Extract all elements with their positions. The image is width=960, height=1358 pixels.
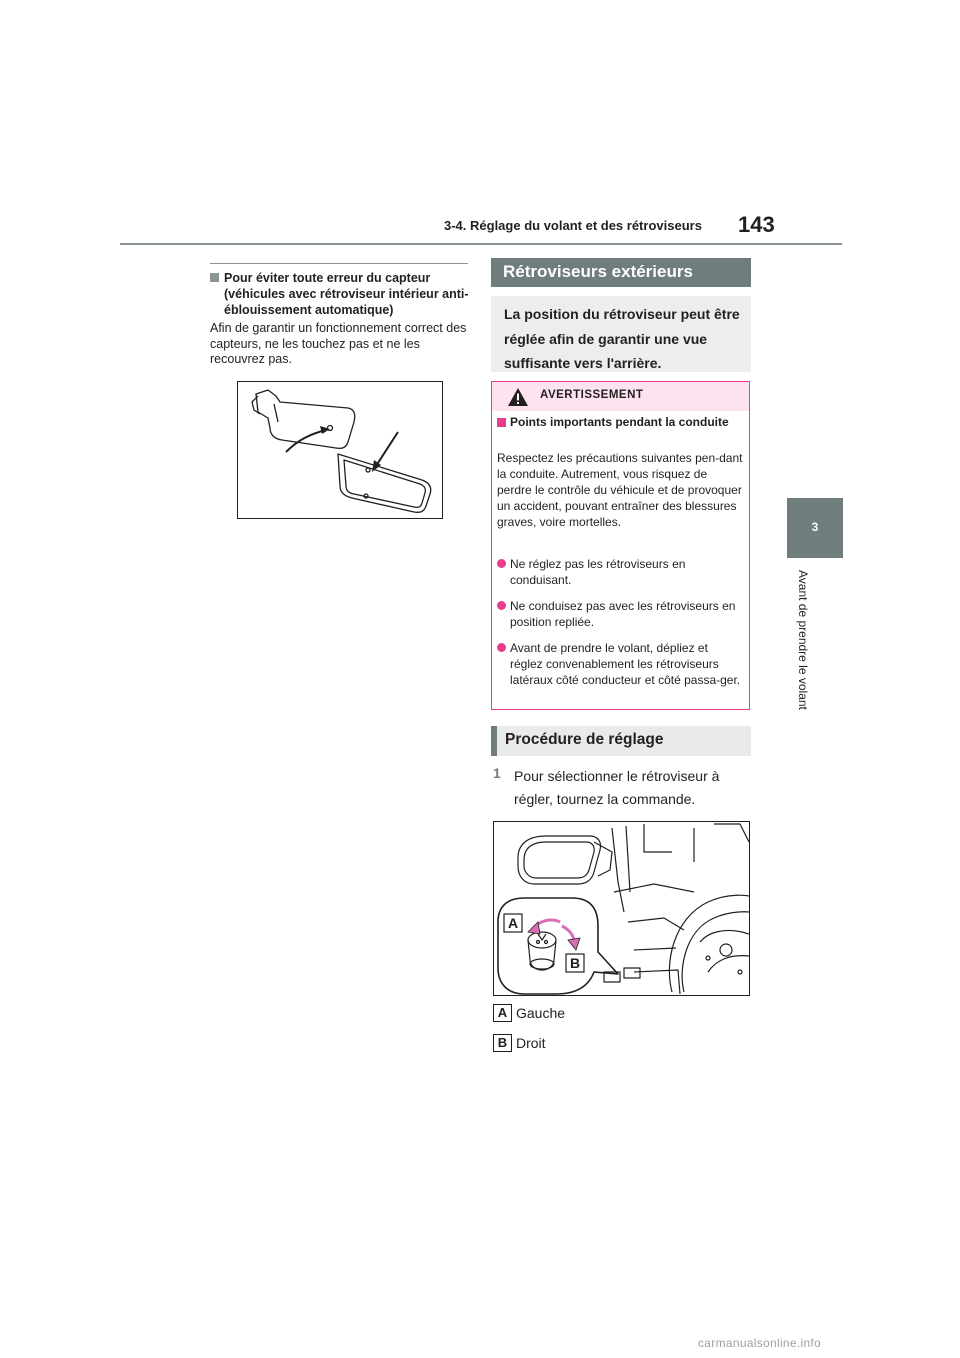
- figure-label-a: A: [507, 915, 519, 931]
- caution-body: Afin de garantir un fonctionnement correct des capteurs, ne les touchez pas et ne les recouvrez pas.: [210, 321, 467, 366]
- mirror-sensor-icon: [238, 382, 442, 518]
- warning-item-text: Ne réglez pas les rétroviseurs en conduisant.: [510, 557, 686, 587]
- step-number: 1: [493, 765, 501, 781]
- round-bullet-icon: [497, 601, 506, 610]
- mirror-switch-icon: [494, 822, 749, 995]
- warning-body: Respectez les précautions suivantes pen-dant la conduite. Autrement, vous risquez de perdre le contrôle du véhicule et de provoquer un accident, pouvant entraîner des blessures graves, voire mortelles.: [497, 451, 743, 529]
- watermark: carmanualsonline.info: [698, 1336, 822, 1350]
- caution-heading-text: Pour éviter toute erreur du capteur (véhicules avec rétroviseur intérieur anti-éblouissement automatique): [224, 271, 469, 317]
- section-banner-procedure: [491, 726, 751, 756]
- legend-text-a: Gauche: [516, 1005, 566, 1021]
- legend-badge-b: B: [493, 1034, 512, 1052]
- section-banner-exterior-mirrors: [491, 258, 751, 287]
- banner-procedure-label: Procédure de réglage: [505, 731, 664, 748]
- warning-item-text: Ne conduisez pas avec les rétroviseurs en position repliée.: [510, 599, 736, 629]
- figure-label-b: B: [569, 955, 581, 971]
- left-column-rule: [210, 263, 468, 264]
- page-number: 143: [738, 212, 775, 237]
- square-bullet-icon: [497, 418, 506, 427]
- warning-subheading-text: Points importants pendant la conduite: [510, 415, 729, 429]
- banner-accent-bar: [491, 726, 497, 756]
- round-bullet-icon: [497, 559, 506, 568]
- section-title: 3-4. Réglage du volant et des rétroviseurs: [444, 218, 702, 233]
- legend-text-b: Droit: [516, 1035, 546, 1051]
- chapter-label: Avant de prendre le volant: [796, 570, 810, 710]
- intro-text: La position du rétroviseur peut être réglée afin de garantir une vue suffisante vers l'arrière.: [504, 306, 740, 371]
- rearview-mirror-illustration: [237, 381, 443, 519]
- warning-item-text: Avant de prendre le volant, dépliez et réglez convenablement les rétroviseurs latéraux côté conducteur et côté passa-ger.: [510, 641, 741, 687]
- warning-title: AVERTISSEMENT: [540, 389, 644, 401]
- banner-exterior-label: Rétroviseurs extérieurs: [503, 262, 693, 281]
- step-text: Pour sélectionner le rétroviseur à régler, tournez la commande.: [514, 768, 720, 807]
- chapter-number: 3: [811, 520, 819, 534]
- warning-triangle-icon: [507, 387, 529, 412]
- round-bullet-icon: [497, 643, 506, 652]
- square-bullet-icon: [210, 273, 219, 282]
- legend-badge-a: A: [493, 1004, 512, 1022]
- mirror-control-illustration: [493, 821, 750, 996]
- header-rule: [120, 243, 842, 245]
